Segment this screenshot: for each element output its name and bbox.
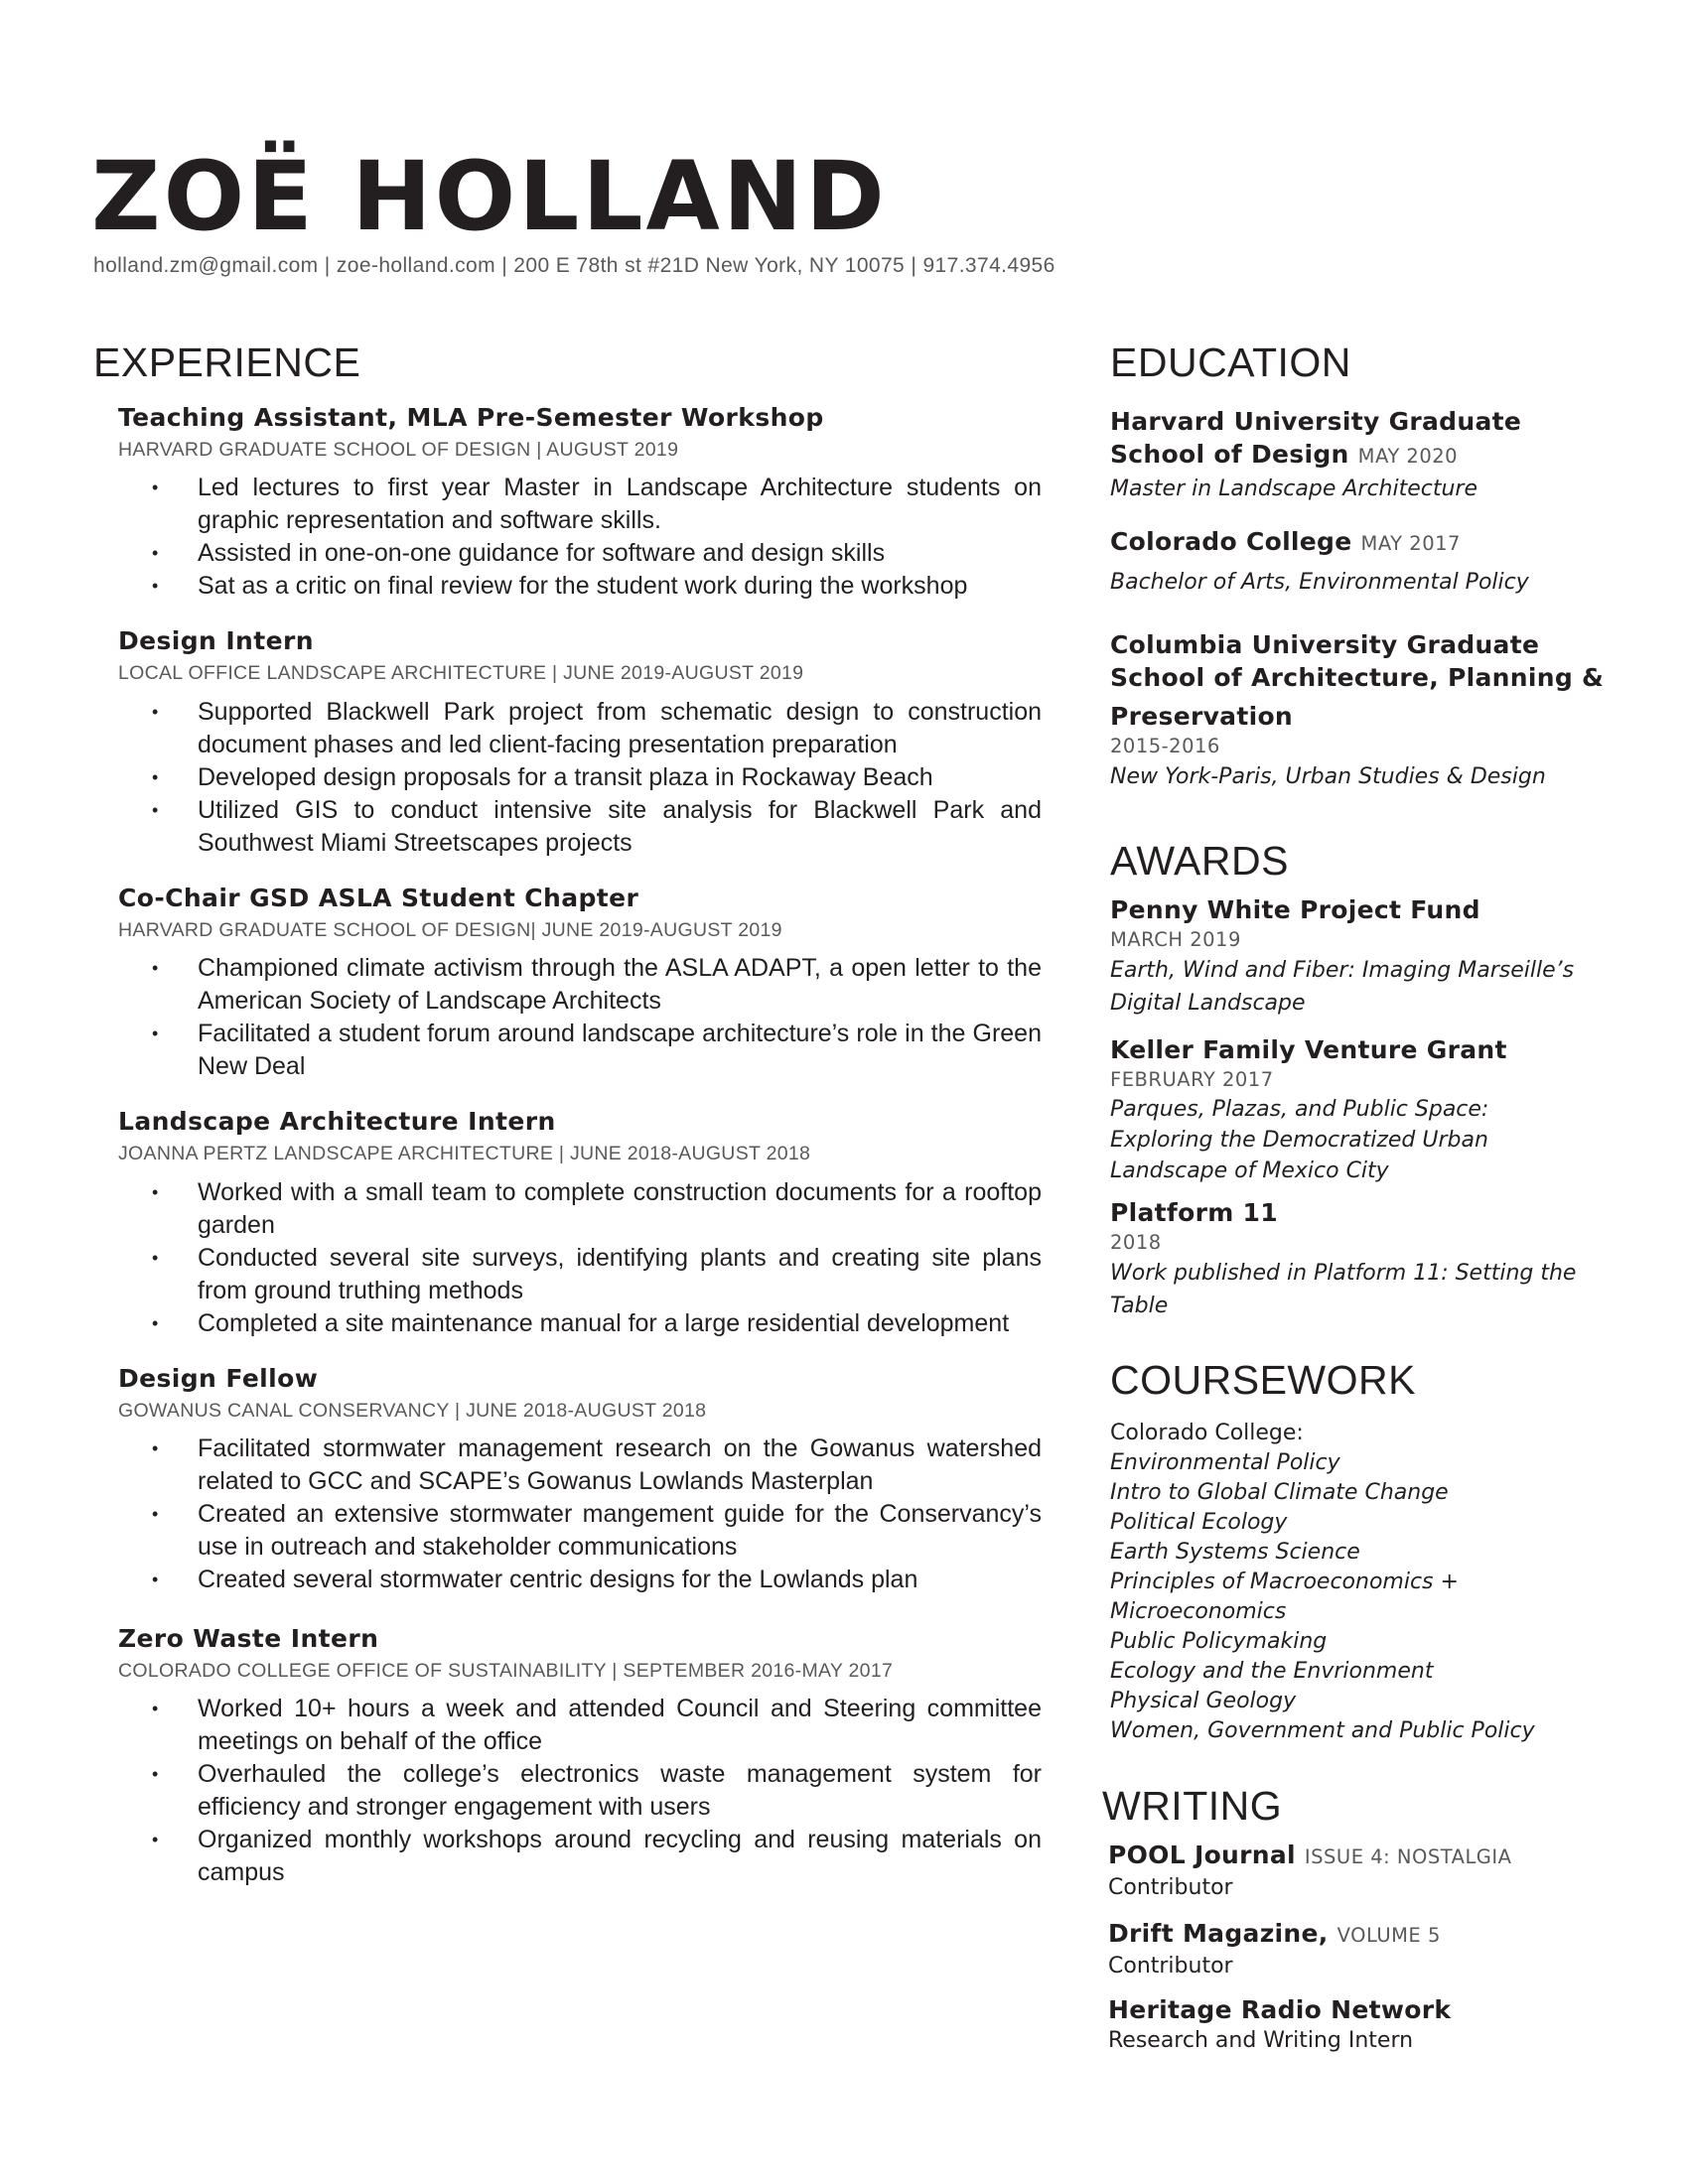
education-date: MAY 2020 bbox=[1357, 445, 1459, 468]
experience-section bbox=[93, 342, 1047, 1889]
bullet-item: • Developed design proposals for a transit plaza in Rockaway Beach bbox=[118, 761, 1042, 794]
job-bullets bbox=[118, 472, 1042, 603]
writing-role: Contributor bbox=[1108, 1954, 1233, 1979]
job-bullets bbox=[118, 1693, 1042, 1889]
publication-name: Drift Magazine, bbox=[1108, 1919, 1329, 1948]
job-entry bbox=[118, 1107, 1042, 1339]
job-title: Landscape Architecture Intern bbox=[118, 1107, 556, 1137]
award-entry bbox=[1110, 893, 1626, 1020]
award-desc: Table bbox=[1110, 1294, 1169, 1318]
bullet-item: • Supported Blackwell Park project from schematic design to construction document phases and led client-facing presentation preparation bbox=[118, 696, 1042, 761]
job-entry bbox=[118, 626, 1042, 859]
award-desc: Work published in Platform 11: Setting the bbox=[1110, 1261, 1577, 1286]
school-name: Columbia University Graduate bbox=[1110, 630, 1540, 659]
job-entry bbox=[118, 1624, 1042, 1889]
job-title: Design Fellow bbox=[118, 1363, 319, 1393]
publication-detail: ISSUE 4: NOSTALGIA bbox=[1304, 1845, 1512, 1868]
writing-heading: WRITING bbox=[1102, 1783, 1283, 1829]
writing-entry bbox=[1108, 1917, 1626, 1981]
degree: Bachelor of Arts, Environmental Policy bbox=[1110, 570, 1529, 595]
school-name-cont: School of Design bbox=[1110, 440, 1349, 469]
school-name: Harvard University Graduate bbox=[1110, 407, 1522, 436]
job-title: Zero Waste Intern bbox=[118, 1623, 379, 1653]
job-meta: GOWANUS CANAL CONSERVANCY | JUNE 2018-AUGUST 2018 bbox=[118, 1399, 707, 1422]
award-name: Platform 11 bbox=[1110, 1198, 1278, 1227]
course-item: Ecology and the Envrionment bbox=[1110, 1659, 1434, 1684]
bullet-item: • Sat as a critic on final review for the student work during the workshop bbox=[118, 570, 1042, 603]
degree: Master in Landscape Architecture bbox=[1110, 477, 1478, 501]
bullet-item: • Worked with a small team to complete construction documents for a rooftop garden bbox=[118, 1176, 1042, 1242]
course-item: Political Ecology bbox=[1110, 1510, 1288, 1535]
education-date: 2015-2016 bbox=[1110, 735, 1220, 757]
coursework-block bbox=[1110, 1419, 1626, 1746]
bullet-item: • Facilitated a student forum around landscape architecture’s role in the Green New Deal bbox=[118, 1018, 1042, 1083]
experience-heading: EXPERIENCE bbox=[93, 340, 361, 385]
publication-line bbox=[1108, 1917, 1626, 1952]
course-item: Environmental Policy bbox=[1110, 1450, 1340, 1475]
course-item: Intro to Global Climate Change bbox=[1110, 1480, 1449, 1505]
bullet-item: • Completed a site maintenance manual for a large residential development bbox=[118, 1307, 1042, 1340]
awards-heading: AWARDS bbox=[1110, 838, 1289, 884]
bullet-item: • Utilized GIS to conduct intensive site analysis for Blackwell Park and Southwest Miami Streetscapes projects bbox=[118, 794, 1042, 860]
job-entry bbox=[118, 403, 1042, 603]
education-date: MAY 2017 bbox=[1360, 532, 1461, 555]
job-entry bbox=[118, 1364, 1042, 1596]
bullet-item: • Created an extensive stormwater mangement guide for the Conservancy’s use in outreach and stakeholder communications bbox=[118, 1498, 1042, 1564]
degree: New York-Paris, Urban Studies & Design bbox=[1110, 764, 1546, 789]
bullet-item: • Created several stormwater centric designs for the Lowlands plan bbox=[118, 1564, 1042, 1596]
publication-line bbox=[1108, 1839, 1626, 1873]
writing-role: Research and Writing Intern bbox=[1108, 2028, 1414, 2053]
bullet-item: • Assisted in one-on-one guidance for software and design skills bbox=[118, 537, 1042, 570]
job-meta: LOCAL OFFICE LANDSCAPE ARCHITECTURE | JUNE 2019-AUGUST 2019 bbox=[118, 662, 804, 685]
job-title: Design Intern bbox=[118, 626, 314, 656]
course-item: Physical Geology bbox=[1110, 1689, 1297, 1713]
bullet-item: • Worked 10+ hours a week and attended Council and Steering committee meetings on behalf of the office bbox=[118, 1693, 1042, 1758]
education-entry bbox=[1110, 628, 1626, 793]
job-bullets bbox=[118, 1433, 1042, 1596]
school-name-cont: Preservation bbox=[1110, 702, 1294, 731]
job-bullets bbox=[118, 1176, 1042, 1340]
award-name: Keller Family Venture Grant bbox=[1110, 1035, 1507, 1064]
resume-name: ZOË HOLLAND bbox=[91, 141, 888, 252]
bullet-item: • Led lectures to first year Master in Landscape Architecture students on graphic representation and software skills. bbox=[118, 472, 1042, 537]
award-date: MARCH 2019 bbox=[1110, 928, 1241, 951]
writing-entry bbox=[1108, 1839, 1626, 1903]
school-name: Colorado College bbox=[1110, 527, 1352, 556]
award-desc: Parques, Plazas, and Public Space: bbox=[1110, 1097, 1489, 1122]
bullet-item: • Championed climate activism through the ASLA ADAPT, a open letter to the American Society of Landscape Architects bbox=[118, 952, 1042, 1018]
publication-name: Heritage Radio Network bbox=[1108, 1995, 1452, 2024]
job-meta: COLORADO COLLEGE OFFICE OF SUSTAINABILITY | SEPTEMBER 2016-MAY 2017 bbox=[118, 1659, 894, 1682]
job-bullets bbox=[118, 696, 1042, 860]
award-entry bbox=[1110, 1196, 1626, 1322]
job-title: Co-Chair GSD ASLA Student Chapter bbox=[118, 883, 639, 912]
award-desc: Exploring the Democratized Urban bbox=[1110, 1128, 1488, 1153]
education-heading: EDUCATION bbox=[1110, 340, 1351, 385]
publication-name: POOL Journal bbox=[1108, 1841, 1296, 1869]
job-bullets bbox=[118, 952, 1042, 1083]
award-desc: Landscape of Mexico City bbox=[1110, 1159, 1389, 1183]
job-entry bbox=[118, 884, 1042, 1083]
coursework-school: Colorado College: bbox=[1110, 1421, 1304, 1445]
sidebar-column bbox=[1102, 340, 1626, 2056]
bullet-item: • Facilitated stormwater management research on the Gowanus watershed related to GCC and SCAPE’s Gowanus Lowlands Masterplan bbox=[118, 1433, 1042, 1498]
course-item: Principles of Macroeconomics + bbox=[1110, 1570, 1459, 1594]
course-item: Women, Government and Public Policy bbox=[1110, 1718, 1535, 1743]
course-item: Microeconomics bbox=[1110, 1599, 1287, 1624]
course-item: Earth Systems Science bbox=[1110, 1540, 1360, 1565]
course-list bbox=[1110, 1448, 1626, 1746]
award-desc: Earth, Wind and Fiber: Imaging Marseille’s bbox=[1110, 958, 1575, 983]
award-entry bbox=[1110, 1033, 1626, 1186]
award-desc: Digital Landscape bbox=[1110, 991, 1306, 1016]
job-title: Teaching Assistant, MLA Pre-Semester Workshop bbox=[118, 403, 824, 432]
school-name-line bbox=[1110, 438, 1626, 473]
job-meta: HARVARD GRADUATE SCHOOL OF DESIGN| JUNE 2019-AUGUST 2019 bbox=[118, 918, 782, 941]
education-entry bbox=[1110, 525, 1626, 599]
school-name-cont: School of Architecture, Planning & bbox=[1110, 663, 1605, 692]
course-item: Public Policymaking bbox=[1110, 1629, 1328, 1654]
writing-entry bbox=[1108, 1993, 1626, 2056]
education-entry bbox=[1110, 405, 1626, 505]
coursework-heading: COURSEWORK bbox=[1110, 1357, 1416, 1403]
publication-detail: VOLUME 5 bbox=[1336, 1924, 1441, 1947]
award-date: FEBRUARY 2017 bbox=[1110, 1068, 1274, 1091]
award-name: Penny White Project Fund bbox=[1110, 895, 1480, 924]
contact-info: holland.zm@gmail.com | zoe-holland.com | 200 E 78th st #21D New York, NY 10075 | 917.374.4956 bbox=[93, 254, 1055, 277]
writing-role: Contributor bbox=[1108, 1875, 1233, 1900]
award-date: 2018 bbox=[1110, 1231, 1162, 1254]
bullet-item: • Conducted several site surveys, identifying plants and creating site plans from ground truthing methods bbox=[118, 1242, 1042, 1307]
school-name-line bbox=[1110, 525, 1626, 560]
job-meta: JOANNA PERTZ LANDSCAPE ARCHITECTURE | JUNE 2018-AUGUST 2018 bbox=[118, 1143, 811, 1165]
job-meta: HARVARD GRADUATE SCHOOL OF DESIGN | AUGUST 2019 bbox=[118, 439, 679, 461]
bullet-item: • Overhauled the college’s electronics waste management system for efficiency and stronger engagement with users bbox=[118, 1758, 1042, 1824]
bullet-item: • Organized monthly workshops around recycling and reusing materials on campus bbox=[118, 1824, 1042, 1889]
